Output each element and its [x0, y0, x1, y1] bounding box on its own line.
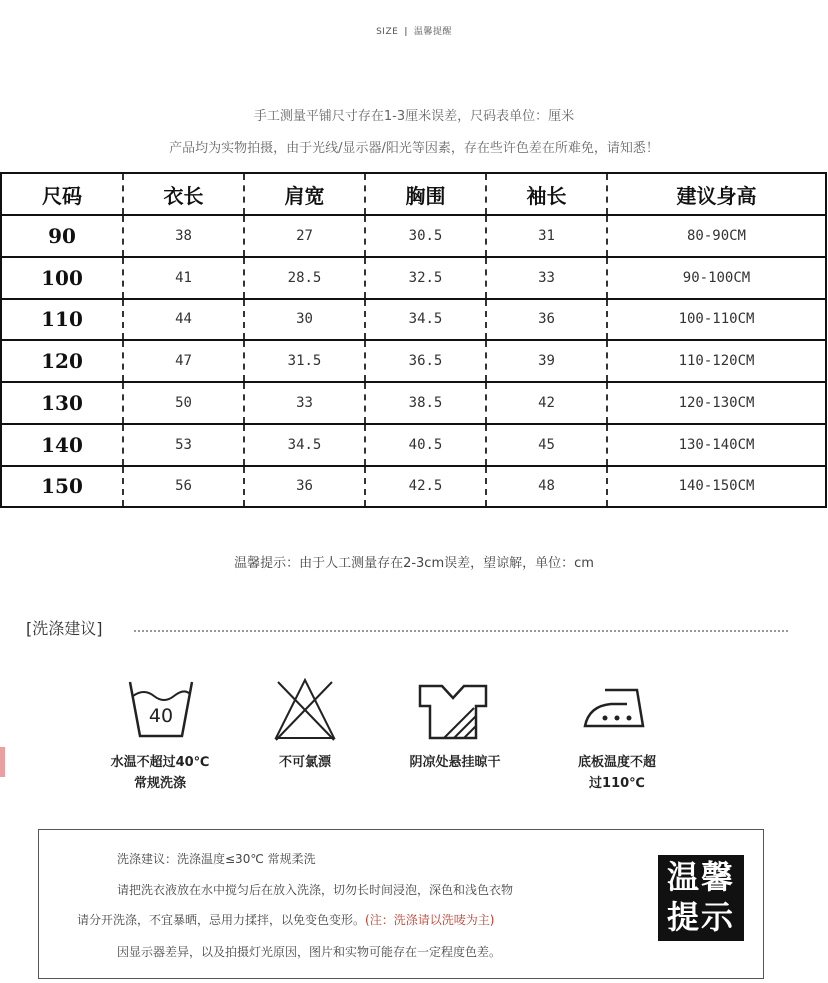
- cell-shoulder: 30: [244, 299, 365, 341]
- cell-length: 44: [123, 299, 244, 341]
- cell-shoulder: 28.5: [244, 257, 365, 299]
- cell-height: 90-100CM: [607, 257, 825, 299]
- cell-length: 38: [123, 215, 244, 257]
- stamp-bottom: 提示: [666, 898, 735, 936]
- cell-height: 120-130CM: [607, 382, 825, 424]
- wash-section-title: [洗涤建议]: [26, 619, 103, 638]
- header-size: SIZE: [376, 27, 399, 37]
- cell-height: 110-120CM: [607, 340, 825, 382]
- cell-chest: 34.5: [365, 299, 486, 341]
- table-row: [2, 299, 825, 341]
- cell-length: 41: [123, 257, 244, 299]
- stamp-top: 温馨: [666, 858, 735, 896]
- care-line-3-text: 请分开洗涤，不宜暴晒，忌用力揉拌，以免变色变形。: [77, 913, 366, 927]
- cell-size: 130: [2, 382, 123, 424]
- left-edge-mark: [0, 747, 5, 777]
- cell-sleeve: 45: [486, 424, 607, 466]
- col-header-length: 衣长: [123, 174, 244, 215]
- no-bleach-caption: 不可氯漂: [278, 755, 331, 770]
- measure-note: 手工测量平铺尺寸存在1-3厘米误差，尺码表单位：厘米: [253, 109, 575, 124]
- cell-height: 130-140CM: [607, 424, 825, 466]
- cell-height: 100-110CM: [607, 299, 825, 341]
- cell-length: 47: [123, 340, 244, 382]
- cell-sleeve: 36: [486, 299, 607, 341]
- col-header-sleeve: 袖长: [486, 174, 607, 215]
- cell-size: 100: [2, 257, 123, 299]
- header-reminder: 温馨提醒: [413, 27, 452, 37]
- col-header-height: 建议身高: [607, 174, 825, 215]
- cell-sleeve: 42: [486, 382, 607, 424]
- cell-length: 50: [123, 382, 244, 424]
- reminder-stamp: [658, 855, 744, 941]
- cell-chest: 32.5: [365, 257, 486, 299]
- cell-height: 140-150CM: [678, 478, 755, 495]
- cell-size: 110: [2, 299, 123, 341]
- care-notice-box: [38, 829, 764, 979]
- cell-sleeve: 31: [486, 215, 607, 257]
- table-row: [2, 215, 825, 257]
- care-line-4: 因显示器差异，以及拍摄灯光原因，图片和实物可能存在一定程度色差。: [117, 945, 502, 959]
- table-row: [2, 424, 825, 466]
- table-row: [2, 257, 825, 299]
- wash-40-icon: [116, 676, 206, 746]
- shade-dry-caption: 阴凉处悬挂晾干: [409, 755, 501, 770]
- cell-length: 56: [123, 466, 244, 506]
- no-bleach-icon: [260, 676, 350, 746]
- care-line-3: [77, 911, 494, 928]
- cell-height: 80-90CM: [607, 215, 825, 257]
- cell-chest: 30.5: [365, 215, 486, 257]
- wash-temp-label: 40: [148, 705, 174, 727]
- shade-dry-icon: [408, 676, 498, 746]
- cell-shoulder: 27: [244, 215, 365, 257]
- color-note: 产品均为实物拍摄，由于光线/显示器/阳光等因素，存在些许色差在所难免，请知悉！: [169, 141, 659, 156]
- dotted-divider: [134, 630, 788, 632]
- col-header-chest: 胸围: [365, 174, 486, 215]
- wash-40-caption: [85, 752, 235, 794]
- wash-40-line2: 常规洗涤: [133, 776, 186, 791]
- care-line-2: 请把洗衣液放在水中搅匀后在放入洗涤，切勿长时间浸泡，深色和浅色衣物: [117, 883, 514, 897]
- cell-shoulder: 36: [244, 466, 365, 506]
- header-separator: |: [404, 27, 408, 37]
- wash-40-line1: 水温不超过40℃: [110, 755, 210, 770]
- cell-sleeve: 39: [486, 340, 607, 382]
- iron-line2: 过110℃: [589, 776, 645, 791]
- cell-shoulder: 31.5: [244, 340, 365, 382]
- cell-sleeve: 48: [486, 466, 607, 506]
- cell-shoulder: 33: [244, 382, 365, 424]
- table-header-row: [2, 174, 825, 215]
- cell-chest: 38.5: [365, 382, 486, 424]
- care-line-1: 洗涤建议：洗涤温度≤30℃ 常规柔洗: [117, 852, 316, 866]
- care-line-3-note: (注：洗涤请以洗唛为主): [365, 913, 495, 927]
- cell-size: 90: [2, 215, 123, 257]
- iron-line1: 底板温度不超: [577, 755, 656, 770]
- table-row: [2, 340, 825, 382]
- cell-size: 140: [2, 424, 123, 466]
- table-row: [2, 382, 825, 424]
- cell-size: 120: [2, 340, 123, 382]
- iron-icon: [575, 676, 665, 746]
- measure-tip: 温馨提示：由于人工测量存在2-3cm误差，望谅解，单位：cm: [234, 556, 594, 571]
- cell-chest: 40.5: [365, 424, 486, 466]
- cell-chest: 36.5: [365, 340, 486, 382]
- iron-caption: [542, 752, 692, 794]
- cell-size: 150: [2, 466, 123, 506]
- cell-sleeve: 33: [486, 257, 607, 299]
- cell-chest: 42.5: [365, 466, 486, 506]
- cell-length: 53: [123, 424, 244, 466]
- col-header-shoulder: 肩宽: [244, 174, 365, 215]
- cell-shoulder: 34.5: [244, 424, 365, 466]
- page-header: [0, 24, 828, 37]
- col-header-size: 尺码: [2, 174, 123, 215]
- table-row: [2, 466, 825, 506]
- size-table: [0, 172, 827, 508]
